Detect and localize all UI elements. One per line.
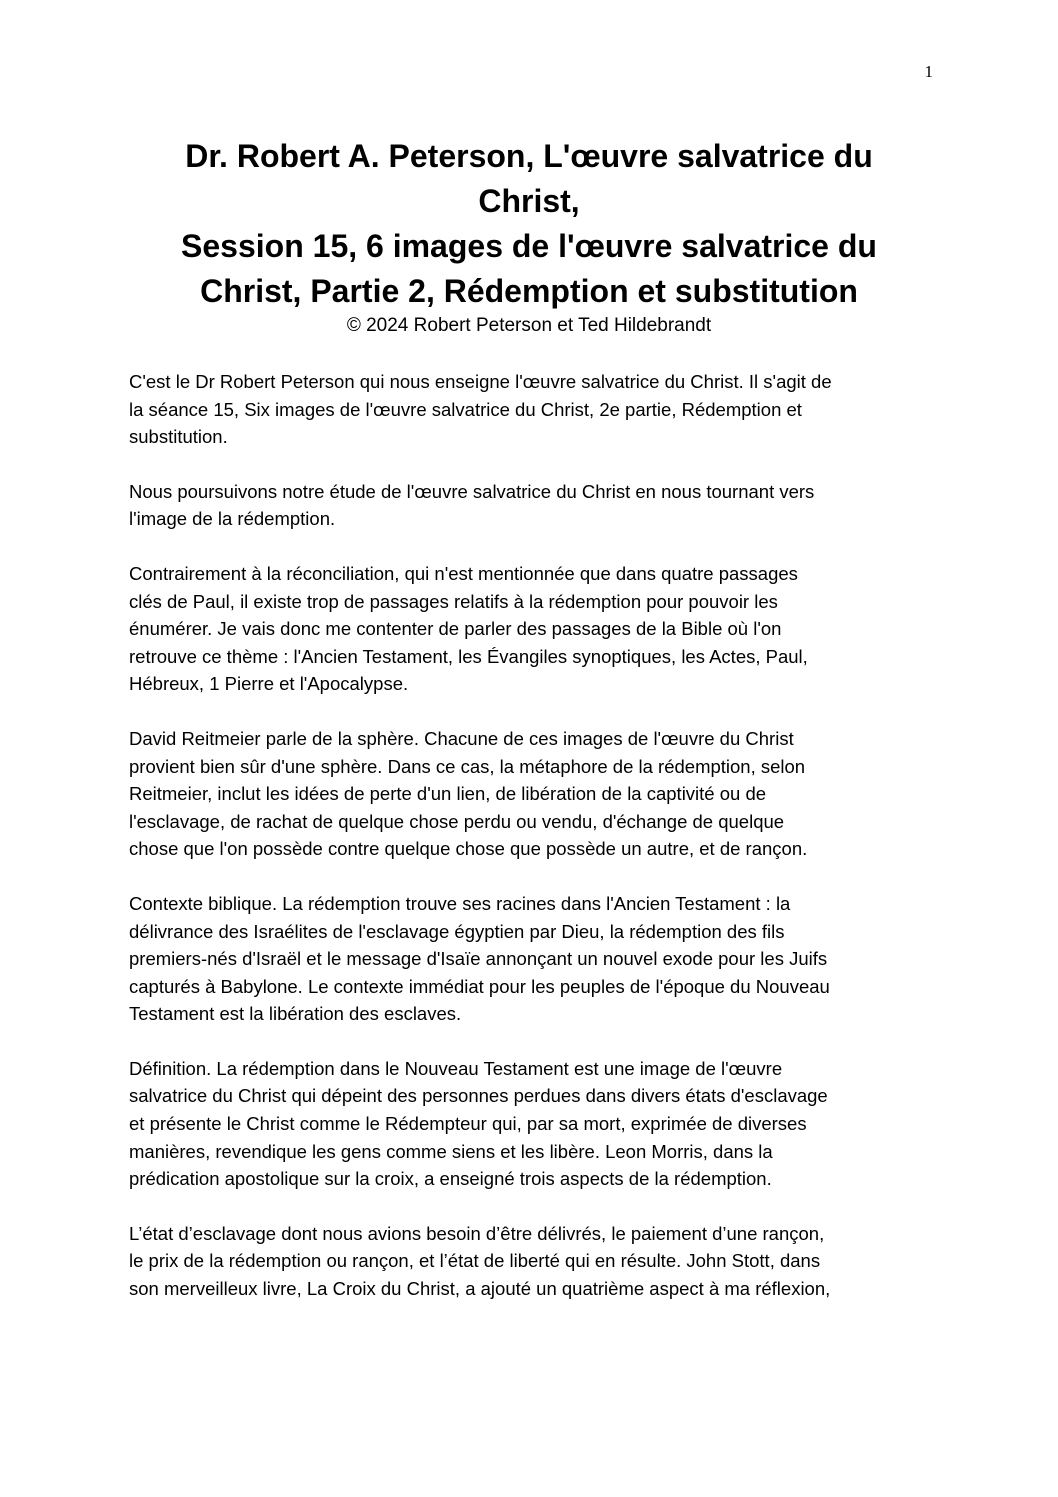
text-line: Testament est la libération des esclaves.: [129, 1003, 462, 1025]
paragraph-reitmeier: [129, 725, 929, 863]
paragraph-definition: [129, 1055, 929, 1193]
text-line: David Reitmeier parle de la sphère. Chacune de ces images de l'œuvre du Christ: [129, 727, 794, 749]
document-body: [129, 368, 929, 1330]
paragraph-intro: [129, 368, 929, 451]
text-line: Hébreux, 1 Pierre et l'Apocalypse.: [129, 673, 409, 695]
text-line: l'esclavage, de rachat de quelque chose perdu ou vendu, d'échange de quelque: [129, 810, 785, 832]
text-line: salvatrice du Christ qui dépeint des personnes perdues dans divers états d'esclavage: [129, 1085, 828, 1107]
text-line: retrouve ce thème : l'Ancien Testament, les Évangiles synoptiques, les Actes, Paul,: [129, 645, 808, 667]
page-title-line: Session 15, 6 images de l'œuvre salvatrice du: [181, 228, 877, 264]
text-line: l'image de la rédemption.: [129, 508, 336, 530]
text-line: le prix de la rédemption ou rançon, et l’état de liberté qui en résulte. John Stott, dans: [129, 1250, 821, 1272]
page-title-line: Christ,: [478, 183, 580, 219]
text-line: Nous poursuivons notre étude de l'œuvre salvatrice du Christ en nous tournant vers: [129, 480, 815, 502]
text-line: délivrance des Israélites de l'esclavage égyptien par Dieu, la rédemption des fils: [129, 920, 785, 942]
text-line: provient bien sûr d'une sphère. Dans ce cas, la métaphore de la rédemption, selon: [129, 755, 806, 777]
title-block: [130, 134, 928, 338]
paragraph-biblical-context: [129, 890, 929, 1028]
text-line: clés de Paul, il existe trop de passages relatifs à la rédemption pour pouvoir les: [129, 590, 778, 612]
paragraph-slavery-state: [129, 1220, 929, 1303]
paragraph-passages: [129, 560, 929, 698]
page-number: 1: [924, 62, 933, 81]
text-line: et présente le Christ comme le Rédempteur qui, par sa mort, exprimée de diverses: [129, 1113, 807, 1135]
text-line: la séance 15, Six images de l'œuvre salvatrice du Christ, 2e partie, Rédemption et: [129, 398, 802, 420]
text-line: Définition. La rédemption dans le Nouveau Testament est une image de l'œuvre: [129, 1057, 783, 1079]
text-line: L’état d’esclavage dont nous avions besoin d’être délivrés, le paiement d’une rançon,: [129, 1222, 825, 1244]
text-line: énumérer. Je vais donc me contenter de parler des passages de la Bible où l'on: [129, 618, 782, 640]
text-line: son merveilleux livre, La Croix du Christ, a ajouté un quatrième aspect à ma réflexion,: [129, 1278, 831, 1300]
text-line: chose que l'on possède contre quelque chose que possède un autre, et de rançon.: [129, 838, 808, 860]
page-title-line: Dr. Robert A. Peterson, L'œuvre salvatrice du: [185, 138, 873, 174]
text-line: premiers-nés d'Israël et le message d'Isaïe annonçant un nouvel exode pour les Juifs: [129, 948, 828, 970]
text-line: Reitmeier, inclut les idées de perte d'un lien, de libération de la captivité ou de: [129, 783, 767, 805]
text-line: prédication apostolique sur la croix, a enseigné trois aspects de la rédemption.: [129, 1168, 772, 1190]
text-line: Contexte biblique. La rédemption trouve ses racines dans l'Ancien Testament : la: [129, 892, 791, 914]
text-line: substitution.: [129, 426, 228, 448]
text-line: C'est le Dr Robert Peterson qui nous enseigne l'œuvre salvatrice du Christ. Il s'agit de: [129, 371, 832, 392]
page-title-line: Christ, Partie 2, Rédemption et substitution: [200, 273, 858, 309]
paragraph-redemption-study: [129, 478, 929, 533]
copyright-notice: © 2024 Robert Peterson et Ted Hildebrandt: [346, 315, 712, 336]
text-line: manières, revendique les gens comme siens et les libère. Leon Morris, dans la: [129, 1140, 773, 1162]
text-line: Contrairement à la réconciliation, qui n'est mentionnée que dans quatre passages: [129, 562, 798, 584]
text-line: capturés à Babylone. Le contexte immédiat pour les peuples de l'époque du Nouveau: [129, 975, 830, 997]
